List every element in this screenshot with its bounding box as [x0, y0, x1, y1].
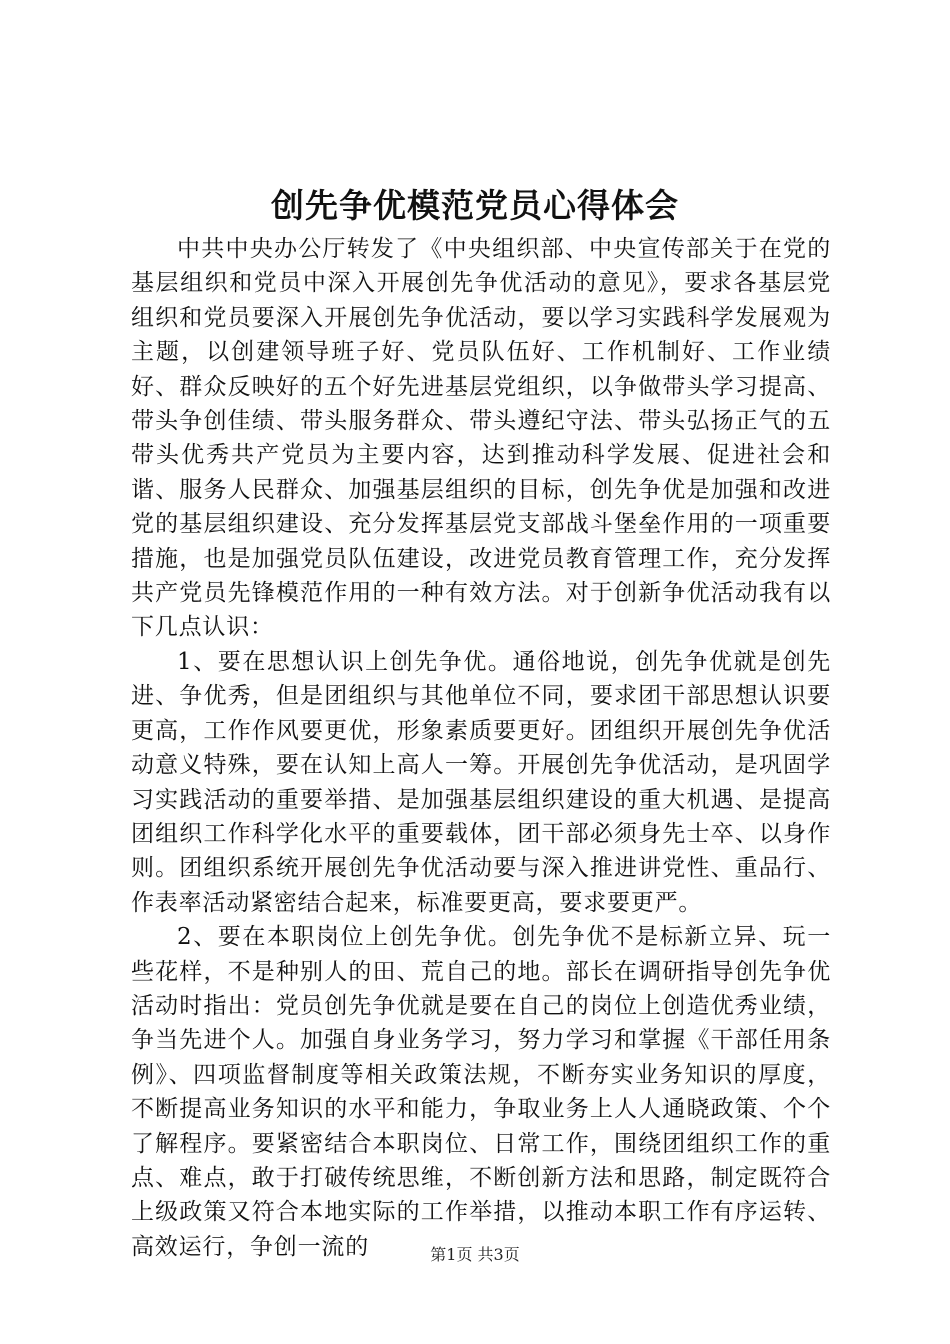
page-number-footer: 第1页 共3页 — [430, 1245, 520, 1264]
document-title: 创先争优模范党员心得体会 — [271, 186, 679, 225]
paragraph-point-1: 1、要在思想认识上创先争优。通俗地说，创先争优就是创先进、争优秀，但是团组织与其他单位不同，要求团干部思想认识要更高，工作作风要更优，形象素质要更好。团组织开展创先争优活动意义特殊，要在认知上高人一筹。开展创先争优活动，是巩固学习实践活动的重要举措、是加强基层组织建设的重大机遇、是提高团组织工作科学化水平的重要载体，团干部必须身先士卒、以身作则。团组织系统开展创先争优活动要与深入推进讲党性、重品行、作表率活动紧密结合起来，标准要更高，要求要更严。 — [131, 648, 831, 916]
document-body — [131, 232, 831, 1264]
paragraph-intro: 中共中央办公厅转发了《中央组织部、中央宣传部关于在党的基层组织和党员中深入开展创先争优活动的意见》，要求各基层党组织和党员要深入开展创先争优活动，要以学习实践科学发展观为主题，以创建领导班子好、党员队伍好、工作机制好、工作业绩好、群众反映好的五个好先进基层党组织，以争做带头学习提高、带头争创佳绩、带头服务群众、带头遵纪守法、带头弘扬正气的五带头优秀共产党员为主要内容，达到推动科学发展、促进社会和谐、服务人民群众、加强基层组织的目标，创先争优是加强和改进党的基层组织建设、充分发挥基层党支部战斗堡垒作用的一项重要措施，也是加强党员队伍建设，改进党员教育管理工作，充分发挥共产党员先锋模范作用的一种有效方法。对于创新争优活动我有以下几点认识： — [131, 236, 831, 641]
paragraph-point-2: 2、要在本职岗位上创先争优。创先争优不是标新立异、玩一些花样，不是种别人的田、荒自己的地。部长在调研指导创先争优活动时指出：党员创先争优就是要在自己的岗位上创造优秀业绩，争当先进个人。加强自身业务学习，努力学习和掌握《干部任用条例》、四项监督制度等相关政策法规，不断夯实业务知识的厚度，不断提高业务知识的水平和能力，争取业务上人人通晓政策、个个了解程序。要紧密结合本职岗位、日常工作，围绕团组织工作的重点、难点，敢于打破传统思维，不断创新方法和思路，制定既符合上级政策又符合本地实际的工作举措，以推动本职工作有序运转、高效运行，争创一流的 — [131, 924, 831, 1260]
